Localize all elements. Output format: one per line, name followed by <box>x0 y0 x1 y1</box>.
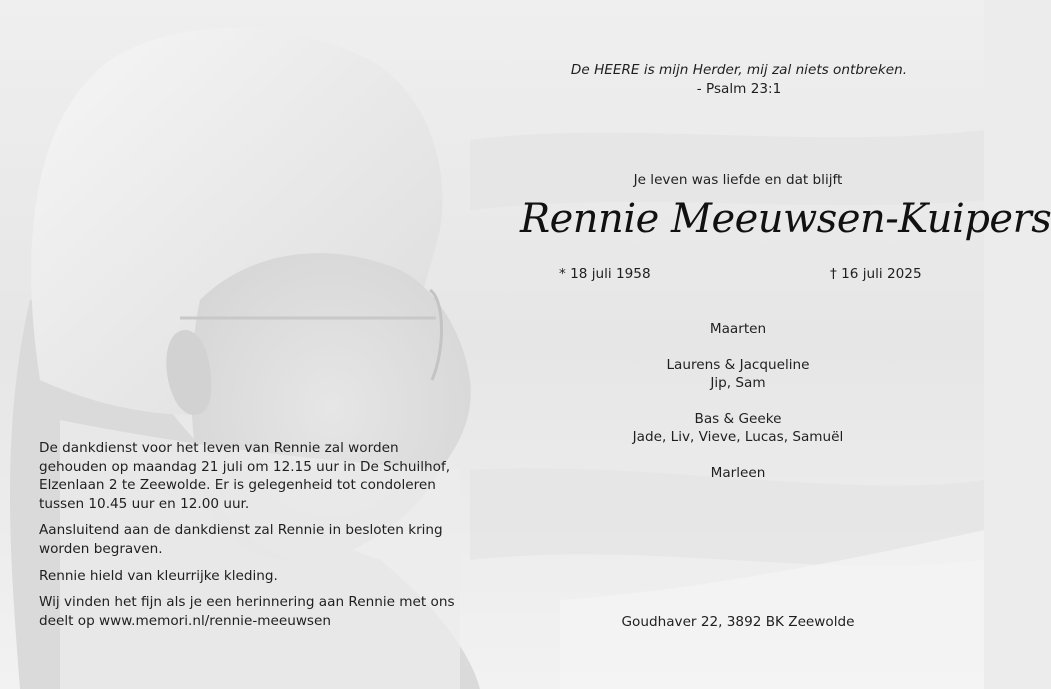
info-paragraph: De dankdienst voor het leven van Rennie zal worden gehouden op maandag 21 juli om 12.15 uur in De Schuilhof, Elzenlaan 2 te Zeewolde. Er is gelegenheid tot condoleren tussen 10.45 uur en 12.00 uur. <box>39 440 451 512</box>
family-group <box>600 464 876 483</box>
verse-source: - Psalm 23:1 <box>696 80 782 97</box>
family-group <box>600 356 876 393</box>
family-list <box>600 320 876 500</box>
family-names: Bas & Geeke <box>694 410 782 427</box>
family-children: Jade, Liv, Vieve, Lucas, Samuël <box>632 429 844 446</box>
family-names: Maarten <box>709 321 767 337</box>
family-names: Marleen <box>710 464 766 481</box>
info-paragraph: Wij vinden het fijn als je een herinnering aan Rennie met ons deelt op www.memori.nl/rennie-meeuwsen <box>39 594 455 629</box>
family-group <box>600 320 876 339</box>
bible-verse <box>540 61 938 98</box>
motto: Je leven was liefde en dat blijft <box>633 172 843 188</box>
address: Goudhaver 22, 3892 BK Zeewolde <box>621 614 855 630</box>
death-date: † 16 juli 2025 <box>830 266 922 282</box>
verse-quote: De HEERE is mijn Herder, mij zal niets ontbreken. <box>570 62 908 78</box>
family-children: Jip, Sam <box>710 375 766 392</box>
family-group <box>600 410 876 447</box>
info-paragraph: Aansluitend aan de dankdienst zal Rennie in besloten kring worden begraven. <box>39 522 443 557</box>
deceased-name: Rennie Meeuwsen-Kuipers <box>520 196 1051 242</box>
birth-date: * 18 juli 1958 <box>559 266 651 282</box>
family-names: Laurens & Jacqueline <box>666 356 810 373</box>
service-info <box>39 439 459 638</box>
info-paragraph: Rennie hield van kleurrijke kleding. <box>39 567 278 584</box>
